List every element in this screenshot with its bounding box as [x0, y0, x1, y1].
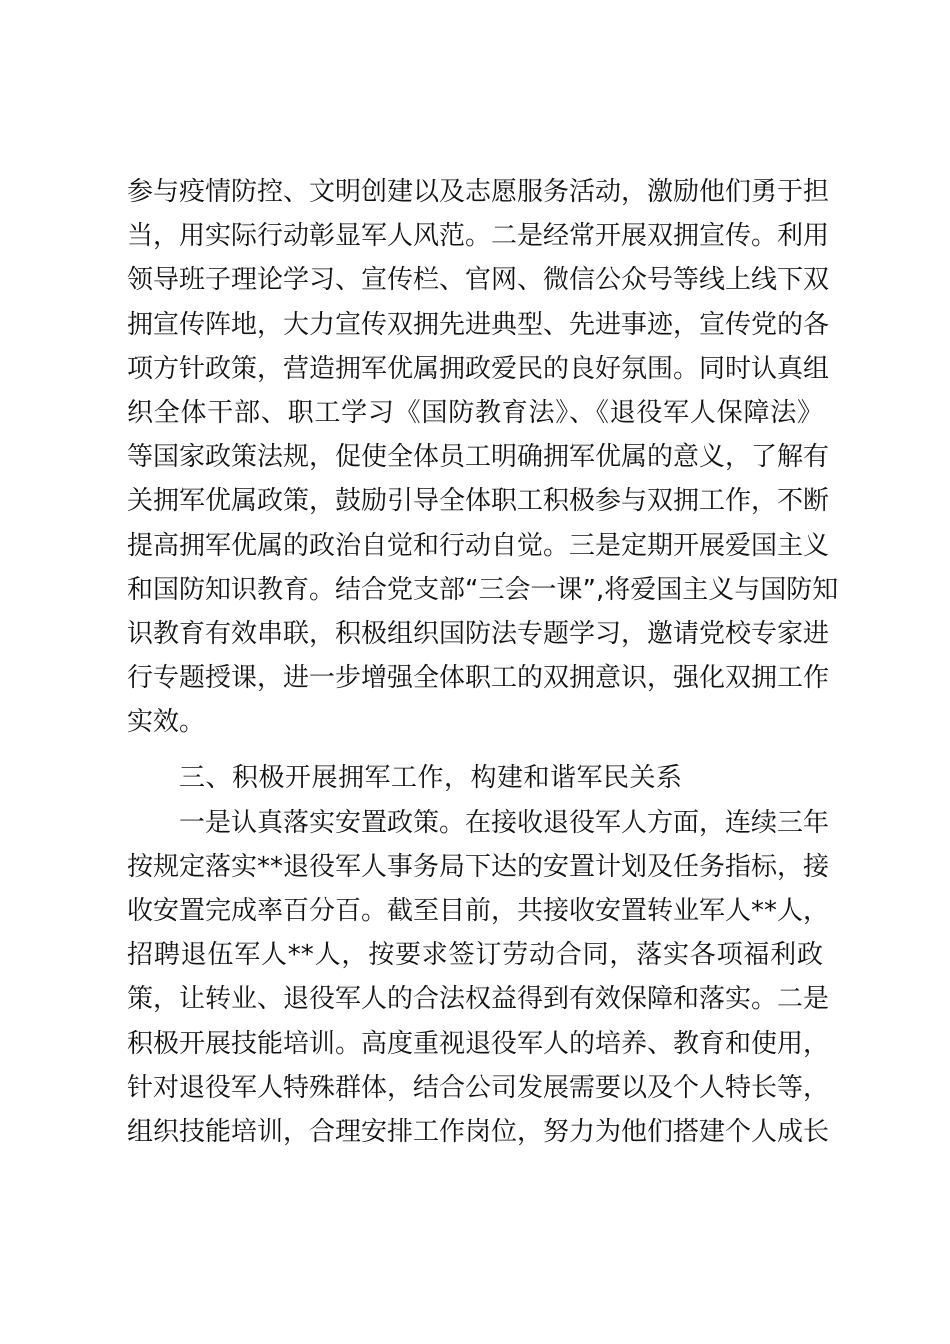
- text-line: 关拥军优属政策，鼓励引导全体职工积极参与双拥工作，不断: [127, 486, 830, 517]
- paragraph-1: [127, 170, 839, 744]
- text-line: 策，让转业、退役军人的合法权益得到有效保障和落实。二是: [127, 984, 830, 1015]
- paragraph-2: [127, 801, 830, 1155]
- text-line: 织全体干部、职工学习《国防教育法》、《退役军人保障法》: [127, 397, 823, 428]
- text-line: 识教育有效串联，积极组织国防法专题学习，邀请党校专家进: [127, 618, 830, 649]
- text-line: 提高拥军优属的政治自觉和行动自觉。三是定期开展爱国主义: [127, 530, 830, 561]
- text-line: 积极开展技能培训。高度重视退役军人的培养、教育和使用，: [127, 1028, 830, 1059]
- text-line: 领导班子理论学习、宣传栏、官网、微信公众号等线上线下双: [127, 265, 830, 296]
- text-line: 拥宣传阵地，大力宣传双拥先进典型、先进事迹，宣传党的各: [127, 309, 830, 340]
- text-line: 招聘退伍军人**人，按要求签订劳动合同，落实各项福利政: [127, 940, 823, 971]
- text-line: 组织技能培训，合理安排工作岗位，努力为他们搭建个人成长: [127, 1116, 830, 1147]
- document-body: [127, 170, 839, 1154]
- text-line: 和国防知识教育。结合党支部“三会一课”,将爱国主义与国防知: [127, 574, 839, 605]
- text-line: 收安置完成率百分百。截至目前，共接收安置转业军人**人，: [127, 896, 830, 926]
- text-line: 当，用实际行动彰显军人风范。二是经常开展双拥宣传。利用: [127, 221, 830, 252]
- text-line: 等国家政策法规，促使全体员工明确拥军优属的意义，了解有: [127, 442, 830, 473]
- section-heading: 三、积极开展拥军工作，构建和谐军民关系: [179, 763, 683, 794]
- paragraph-gap: [127, 744, 823, 756]
- text-line: 参与疫情防控、文明创建以及志愿服务活动，激励他们勇于担: [127, 177, 830, 207]
- text-line: 按规定落实**退役军人事务局下达的安置计划及任务指标，接: [127, 851, 830, 882]
- text-line: 针对退役军人特殊群体，结合公司发展需要以及个人特长等，: [127, 1072, 830, 1103]
- text-line: 行专题授课，进一步增强全体职工的双拥意识，强化双拥工作: [127, 663, 830, 694]
- text-line: 一是认真落实安置政策。在接收退役军人方面，连续三年: [179, 807, 830, 838]
- text-line: 项方针政策，营造拥军优属拥政爱民的良好氛围。同时认真组: [127, 353, 830, 384]
- text-line: 实效。: [127, 707, 206, 738]
